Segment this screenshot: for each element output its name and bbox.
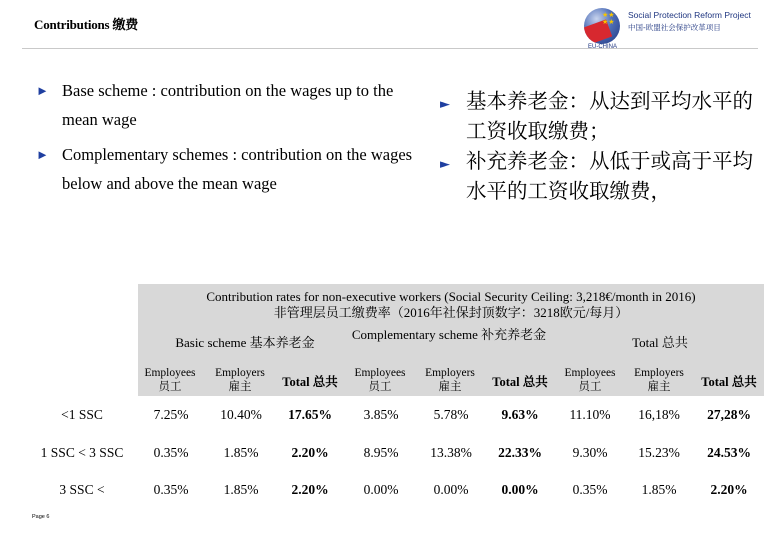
group-total: Total 总共 [632,335,688,350]
bullet-list-en [36,76,422,204]
table-cell: 1.85% [223,482,259,497]
table-cell: 16,18% [638,407,680,422]
table-cell: 7.25% [153,407,189,422]
table-cell: 2.20% [291,445,329,460]
table-cell: 0.35% [153,445,189,460]
bullet-item [36,140,422,198]
bullet-item [440,146,770,206]
table-cell: 8.95% [363,445,399,460]
logo-name-en: Social Protection Reform Project [628,10,751,20]
col-basic-total: Total 总共 [282,375,338,389]
col-comp-employers: Employers 雇主 [425,367,475,393]
table-cell: 15.23% [638,445,680,460]
bullet-text: Complementary schemes : contribution on the wages below and above the mean wage [62,145,413,193]
table-row [30,482,770,502]
bullet-item [440,86,770,146]
arrow-bullet-icon: ► [440,97,450,112]
bullet-text: 基本养老金：从达到平均水平的工资收取缴费； [466,89,753,143]
table-cell: 2.20% [291,482,329,497]
eu-stars-icon: ★★ ★★ [602,11,615,26]
table-cell: 22.33% [498,445,542,460]
project-logo [584,6,774,50]
row-label: 1 SSC < 3 SSC [40,445,124,460]
col-basic-employees: Employees 员工 [144,367,196,393]
col-total-employers: Employers 雇主 [634,367,684,393]
col-comp-employees: Employees 员工 [354,367,406,393]
table-cell: 2.20% [710,482,748,497]
table-title-cn: 非管理层员工缴费率（2016年社保封顶数字：3218欧元/每月） [273,305,629,320]
table-cell: 0.00% [433,482,469,497]
table-title [138,289,764,321]
table-cell: 0.00% [501,482,539,497]
bullet-item [36,76,422,134]
table-cell: 9.30% [572,445,608,460]
table-cell: 5.78% [433,407,469,422]
table-cell: 0.35% [153,482,189,497]
col-basic-employers: Employers 雇主 [215,367,265,393]
table-cell: 24.53% [707,445,751,460]
page-title: Contributions 缴费 [34,17,139,32]
bullet-list-cn [440,86,770,206]
row-label: 3 SSC < [59,482,105,497]
page-number: Page 6 [32,514,50,520]
table-cell: 3.85% [363,407,399,422]
group-basic: Basic scheme 基本养老金 [175,335,315,350]
table-cell: 10.40% [220,407,262,422]
table-cell: 9.63% [501,407,539,422]
group-complementary: Complementary scheme 补充养老金 [351,327,547,342]
table-row [30,407,770,427]
table-cell: 27,28% [707,407,751,422]
table-cell: 11.10% [569,407,611,422]
bullet-text: Base scheme : contribution on the wages up to the mean wage [62,81,394,129]
col-total-employees: Employees 员工 [564,367,616,393]
row-label: <1 SSC [61,407,103,422]
table-cell: 13.38% [430,445,472,460]
header-divider [22,48,758,49]
table-cell: 1.85% [641,482,677,497]
table-cell: 1.85% [223,445,259,460]
bullet-text: 补充养老金：从低于或高于平均水平的工资收取缴费， [466,149,753,203]
arrow-bullet-icon: ► [440,157,450,172]
logo-tag: EU-CHINA [588,44,618,50]
col-comp-total: Total 总共 [492,375,548,389]
table-row [30,445,770,465]
globe-icon [584,8,620,44]
arrow-bullet-icon: ► [36,147,49,162]
arrow-bullet-icon: ► [36,83,49,98]
table-cell: 0.00% [363,482,399,497]
logo-name-cn: 中国-欧盟社会保护改革项目 [628,23,721,32]
table-cell: 17.65% [288,407,332,422]
table-cell: 0.35% [572,482,608,497]
col-total-total: Total 总共 [701,375,757,389]
table-title-en: Contribution rates for non-executive workers (Social Security Ceiling: 3,218€/month in 2016) [206,289,696,304]
